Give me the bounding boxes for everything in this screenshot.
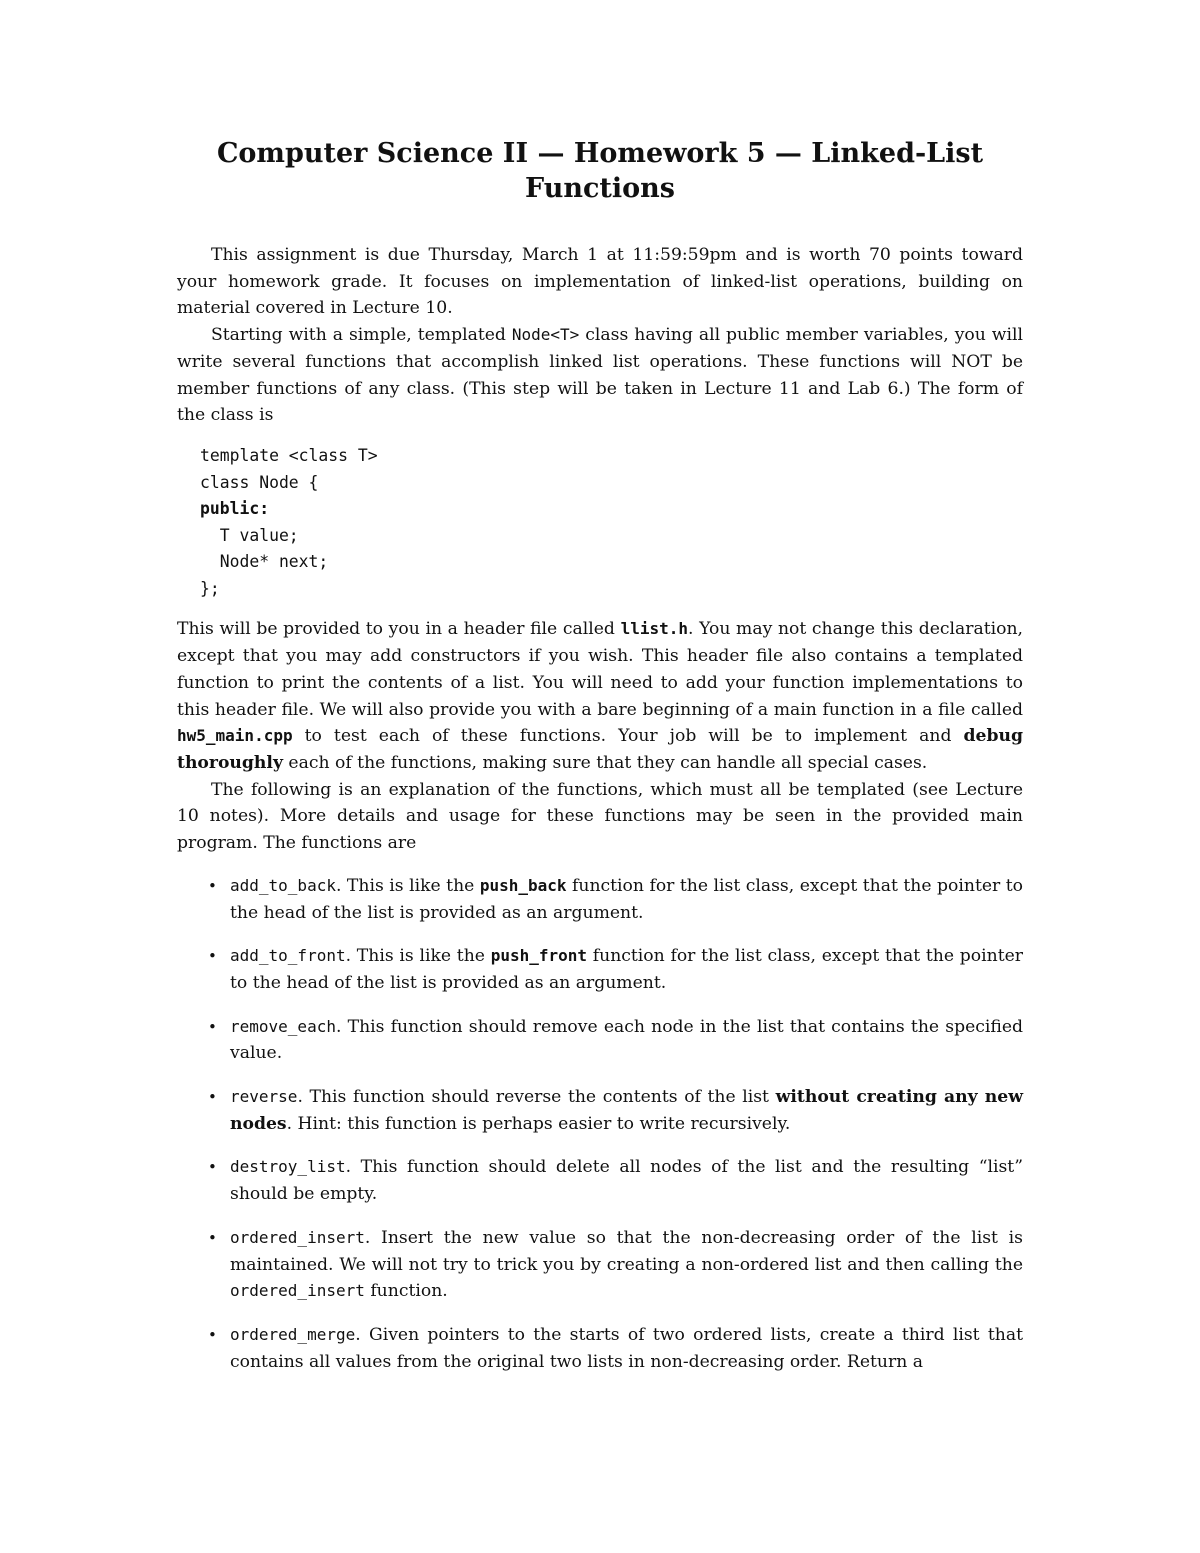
function-name: remove_each [230, 1016, 336, 1036]
function-name: destroy_list [230, 1157, 346, 1177]
item-text-a: . This function should reverse the contents of the list [297, 1087, 776, 1108]
p3-text-d: each of the functions, making sure that they can handle all special cases. [282, 753, 928, 773]
bullet-icon: • [208, 1088, 217, 1107]
item-text-a: . This function should delete all nodes of the list and the resulting “list” should be empty. [230, 1157, 1023, 1205]
list-item [177, 1014, 1023, 1067]
list-item [177, 1322, 1023, 1375]
list-item [177, 943, 1023, 996]
list-item [177, 1154, 1023, 1207]
p2-text-a: Starting with a simple, templated [211, 325, 512, 346]
title-line-2: Functions [525, 173, 675, 204]
item-code: ordered_insert [230, 1281, 365, 1301]
bullet-icon: • [208, 1017, 217, 1036]
debug-thoroughly-emphasis: debug thoroughly [177, 726, 1023, 773]
node-class-code-block [200, 443, 1023, 603]
node-template-code: Node<T> [511, 325, 580, 345]
item-text-a: . Given pointers to the starts of two ordered lists, create a third list that contains all values from the original two lists in non-decreasing order. Return a [230, 1324, 1023, 1372]
function-name: ordered_insert [230, 1227, 365, 1247]
paragraph-functions-intro: The following is an explanation of the functions, which must all be templated (see Lecture 10 notes). More details and usage for these functions may be seen in the provided main program. The functions are [177, 779, 1023, 854]
item-code: push_front [490, 946, 588, 966]
code-line: template <class T> [200, 445, 378, 465]
item-text-a: . Insert the new value so that the non-decreasing order of the list is maintained. We will not try to trick you by creating a non-ordered list and then calling the [230, 1227, 1023, 1275]
function-name: ordered_merge [230, 1324, 356, 1344]
function-name: add_to_back [230, 875, 336, 895]
paragraph-header-file [177, 616, 1023, 776]
item-text-a: . This is like the [335, 875, 480, 896]
p3-text-a: This will be provided to you in a header file called [177, 619, 621, 640]
paragraph-due-date: This assignment is due Thursday, March 1 at 11:59:59pm and is worth 70 points toward your homework grade. It focuses on implementation of linked-list operations, building on material covered in Lecture 10. [177, 245, 1023, 319]
p3-text-c: to test each of these functions. Your job will be to implement and [292, 726, 964, 747]
hw5-main-filename: hw5_main.cpp [177, 726, 293, 746]
item-text-a: . This is like the [345, 946, 491, 967]
item-text-b: function for the list class, except that the pointer to the head of the list is provided as an argument. [230, 946, 1023, 993]
llist-h-filename: llist.h [620, 619, 689, 639]
paragraph-node-class [177, 322, 1023, 429]
code-line: Node* next; [200, 552, 329, 572]
code-line: class Node { [200, 472, 319, 492]
list-item [177, 873, 1023, 926]
code-line: T value; [200, 525, 299, 545]
document-page [177, 136, 1023, 1392]
bullet-icon: • [208, 876, 217, 895]
document-title [177, 136, 1023, 206]
function-name: add_to_front [230, 946, 346, 966]
item-code: push_back [479, 875, 567, 895]
title-line-1: Computer Science II — Homework 5 — Linked-List [216, 138, 984, 169]
item-text-b: function. [364, 1281, 448, 1302]
bullet-icon: • [208, 1325, 217, 1344]
item-text-a: . This function should remove each node in the list that contains the specified value. [230, 1016, 1023, 1064]
bullet-icon: • [208, 1158, 217, 1177]
bullet-icon: • [208, 1228, 217, 1247]
item-emphasis: without creating any new nodes [230, 1087, 1023, 1134]
code-line: }; [200, 578, 220, 598]
function-name: reverse [230, 1087, 298, 1107]
list-item [177, 1084, 1023, 1137]
code-line: public: [200, 499, 270, 519]
bullet-icon: • [208, 947, 217, 966]
item-text-b: . Hint: this function is perhaps easier to write recursively. [286, 1113, 791, 1134]
list-item [177, 1225, 1023, 1305]
p3-text-b: . You may not change this declaration, except that you may add constructors if you wish. This header file also contains a templated function to print the contents of a list. You will need to add your function implementations to this header file. We will also provide you with a bare beginning of a main function in a file called [177, 619, 1023, 720]
function-list [177, 873, 1023, 1376]
item-text-b: function for the list class, except that the pointer to the head of the list is provided as an argument. [230, 875, 1023, 923]
p2-text-b: class having all public member variables, you will write several functions that accomplish linked list operations. These functions will NOT be member functions of any class. (This step will be taken in Lecture 11 and Lab 6.) The form of the class is [177, 325, 1023, 426]
